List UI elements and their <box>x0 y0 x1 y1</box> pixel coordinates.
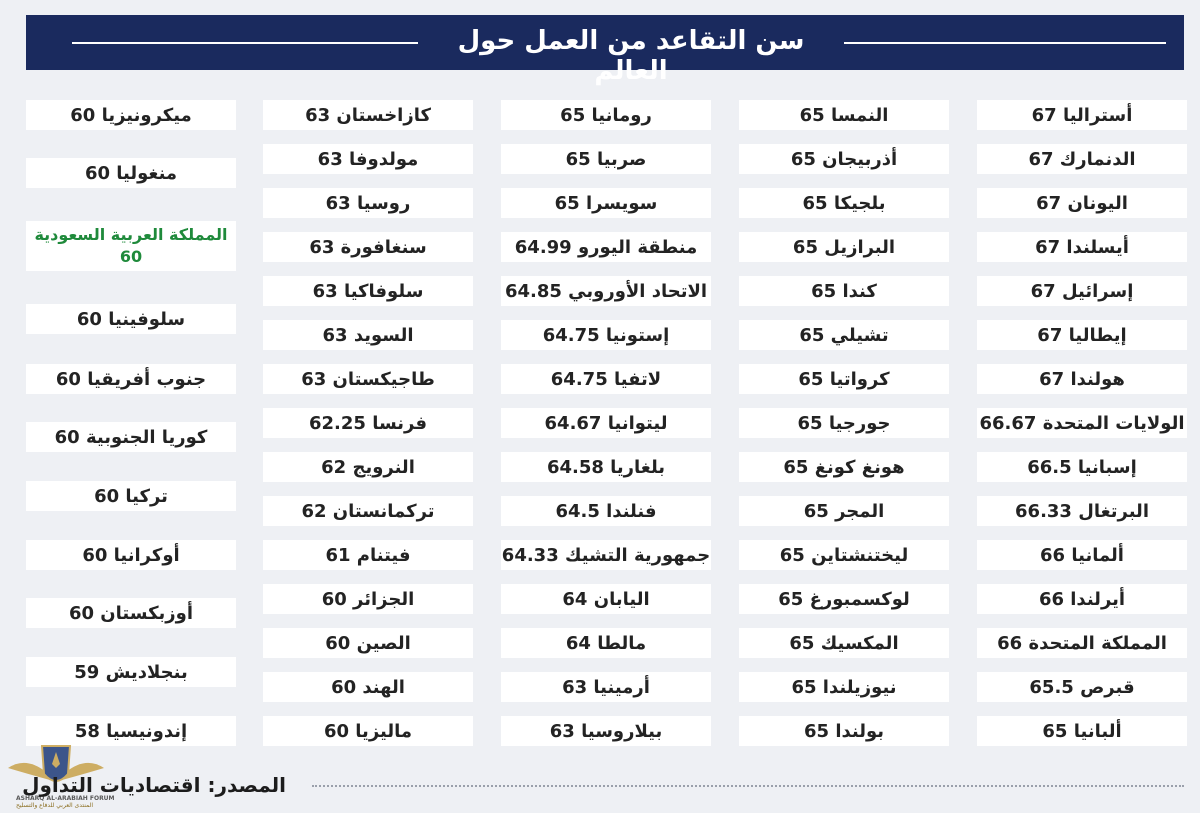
country-cell: البرتغال 66.33 <box>977 496 1187 526</box>
country-cell: نيوزيلندا 65 <box>739 672 949 702</box>
country-cell: سويسرا 65 <box>501 188 711 218</box>
source-caption: المصدر: اقتصاديات التداول <box>22 773 286 797</box>
country-cell: تركيا 60 <box>26 481 236 511</box>
country-cell: منطقة اليورو 64.99 <box>501 232 711 262</box>
country-cell: المجر 65 <box>739 496 949 526</box>
country-cell: ألبانيا 65 <box>977 716 1187 746</box>
country-cell: ماليزيا 60 <box>263 716 473 746</box>
country-cell: أوكرانيا 60 <box>26 540 236 570</box>
country-cell: اليابان 64 <box>501 584 711 614</box>
country-cell: أيرلندا 66 <box>977 584 1187 614</box>
country-cell: بنجلاديش 59 <box>26 657 236 687</box>
country-cell: إسبانيا 66.5 <box>977 452 1187 482</box>
country-cell: السويد 63 <box>263 320 473 350</box>
country-cell: الاتحاد الأوروبي 64.85 <box>501 276 711 306</box>
country-cell: المملكة المتحدة 66 <box>977 628 1187 658</box>
country-cell: أوزبكستان 60 <box>26 598 236 628</box>
country-cell: اليونان 67 <box>977 188 1187 218</box>
country-cell: جمهورية التشيك 64.33 <box>501 540 711 570</box>
country-cell: بولندا 65 <box>739 716 949 746</box>
country-cell: الصين 60 <box>263 628 473 658</box>
country-cell: روسيا 63 <box>263 188 473 218</box>
country-cell: أستراليا 67 <box>977 100 1187 130</box>
title-divider-right <box>844 42 1166 44</box>
country-cell: إستونيا 64.75 <box>501 320 711 350</box>
country-cell: الهند 60 <box>263 672 473 702</box>
country-cell: منغوليا 60 <box>26 158 236 188</box>
country-cell: كازاخستان 63 <box>263 100 473 130</box>
country-cell: لوكسمبورغ 65 <box>739 584 949 614</box>
country-cell: ليختنشتاين 65 <box>739 540 949 570</box>
country-cell: كرواتيا 65 <box>739 364 949 394</box>
country-cell: مالطا 64 <box>501 628 711 658</box>
country-cell: فيتنام 61 <box>263 540 473 570</box>
country-cell: أرمينيا 63 <box>501 672 711 702</box>
country-cell: تشيلي 65 <box>739 320 949 350</box>
country-cell: ألمانيا 66 <box>977 540 1187 570</box>
country-cell: طاجيكستان 63 <box>263 364 473 394</box>
watermark-text: ASHARQ AL-ARABIAH FORUM المنتدى العربي للدفاع والتسليح <box>16 795 115 809</box>
country-cell-highlighted: المملكة العربية السعودية 60 <box>26 221 236 271</box>
country-cell: كندا 65 <box>739 276 949 306</box>
country-cell: هونغ كونغ 65 <box>739 452 949 482</box>
country-cell: سلوفينيا 60 <box>26 304 236 334</box>
country-cell: جورجيا 65 <box>739 408 949 438</box>
country-cell: كوريا الجنوبية 60 <box>26 422 236 452</box>
country-cell: بلغاريا 64.58 <box>501 452 711 482</box>
country-cell: الدنمارك 67 <box>977 144 1187 174</box>
country-cell: إسرائيل 67 <box>977 276 1187 306</box>
country-cell: رومانيا 65 <box>501 100 711 130</box>
title-bar <box>26 15 1184 86</box>
page-title: سن التقاعد من العمل حول العالم <box>457 26 805 86</box>
country-cell: الولايات المتحدة 66.67 <box>977 408 1187 438</box>
country-cell: النمسا 65 <box>739 100 949 130</box>
country-cell: فرنسا 62.25 <box>263 408 473 438</box>
country-cell: تركمانستان 62 <box>263 496 473 526</box>
country-cell: هولندا 67 <box>977 364 1187 394</box>
country-cell: إندونيسيا 58 <box>26 716 236 746</box>
dotted-divider <box>312 785 1184 787</box>
country-cell: ليتوانيا 64.67 <box>501 408 711 438</box>
country-cell: صربيا 65 <box>501 144 711 174</box>
country-cell: جنوب أفريقيا 60 <box>26 364 236 394</box>
country-cell: ميكرونيزيا 60 <box>26 100 236 130</box>
country-cell: النرويج 62 <box>263 452 473 482</box>
country-cell: أيسلندا 67 <box>977 232 1187 262</box>
country-cell: الجزائر 60 <box>263 584 473 614</box>
country-cell: مولدوفا 63 <box>263 144 473 174</box>
title-divider-left <box>72 42 418 44</box>
country-cell: سنغافورة 63 <box>263 232 473 262</box>
country-cell: البرازيل 65 <box>739 232 949 262</box>
country-cell: قبرص 65.5 <box>977 672 1187 702</box>
country-cell: سلوفاكيا 63 <box>263 276 473 306</box>
country-cell: بيلاروسيا 63 <box>501 716 711 746</box>
country-cell: فنلندا 64.5 <box>501 496 711 526</box>
country-cell: بلجيكا 65 <box>739 188 949 218</box>
country-cell: لاتفيا 64.75 <box>501 364 711 394</box>
country-cell: المكسيك 65 <box>739 628 949 658</box>
country-cell: إيطاليا 67 <box>977 320 1187 350</box>
country-cell: أذربيجان 65 <box>739 144 949 174</box>
